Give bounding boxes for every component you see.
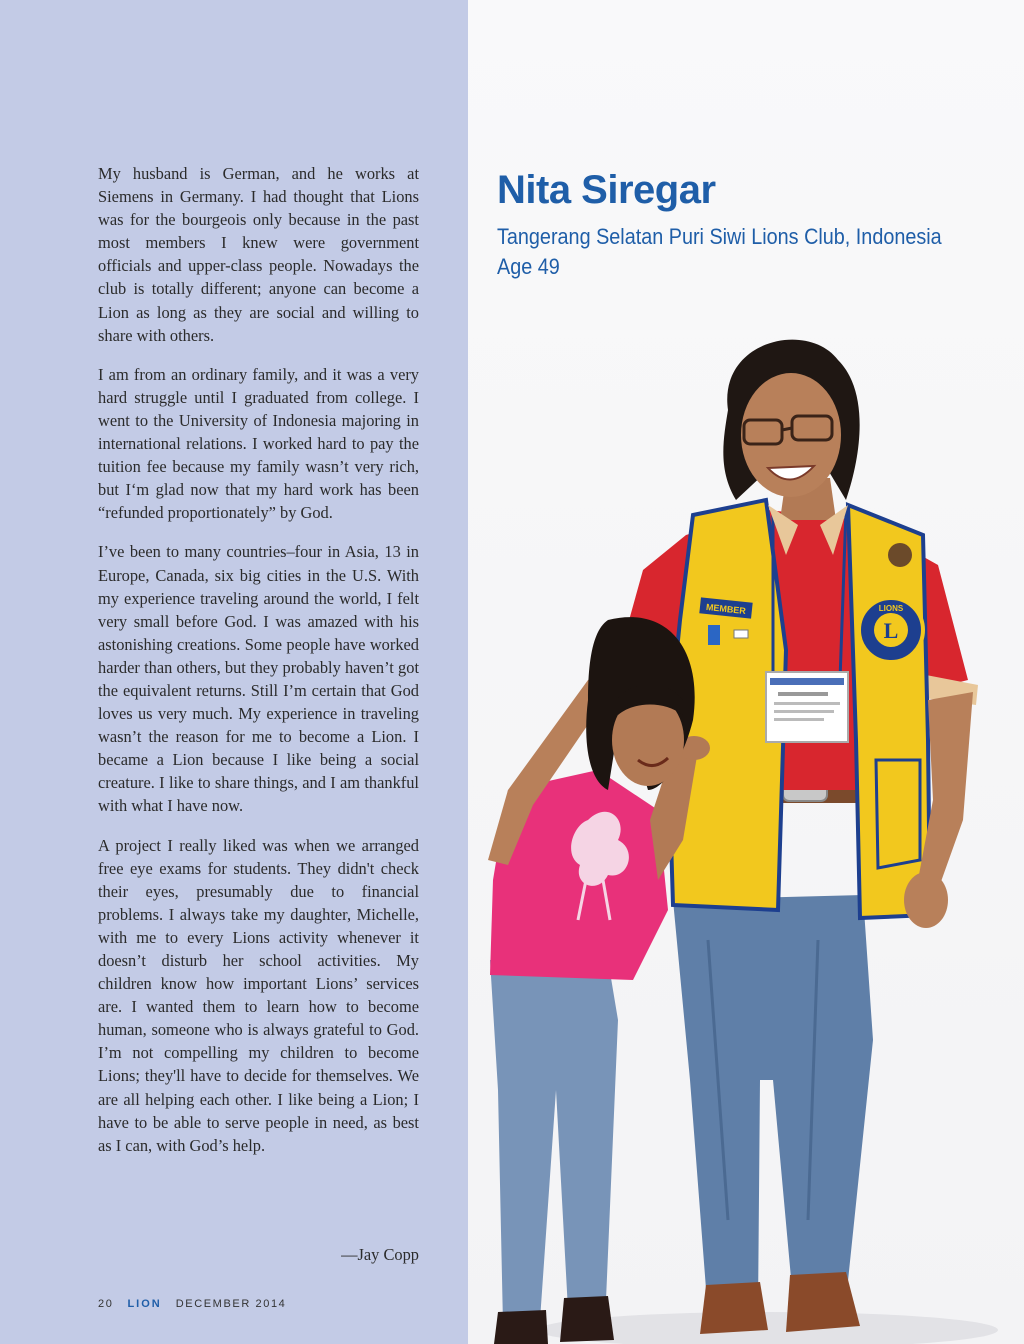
issue-date: DECEMBER 2014 bbox=[175, 1298, 287, 1310]
member-badge-text: MEMBER bbox=[705, 601, 747, 617]
magazine-name: LION bbox=[127, 1298, 162, 1310]
author-signature: —Jay Copp bbox=[341, 1245, 419, 1264]
portrait-photo bbox=[468, 320, 1024, 1344]
profile-club: Tangerang Selatan Puri Siwi Lions Club, Indonesia bbox=[497, 224, 942, 249]
profile-name: Nita Siregar bbox=[497, 168, 716, 212]
article-paragraph-1: My husband is German, and he works at Siemens in Germany. I had thought that Lions was for the bourgeois only because in the past most members I knew were government officials and upper-class people. Nowadays the club is totally different; anyone can become a Lion as long as they are social and willing to share with others. bbox=[98, 164, 419, 345]
article-paragraph-2: I am from an ordinary family, and it was a very hard struggle until I graduated from college. I went to the University of Indonesia majoring in international relations. I worked hard to pay the tuition fee because my family wasn’t very rich, but I‘m glad now that my hard work has been “refunded proportionately” by God. bbox=[98, 364, 419, 523]
girl-figure bbox=[488, 617, 710, 1344]
article-body bbox=[98, 162, 419, 1173]
page-footer bbox=[98, 1298, 286, 1310]
lions-emblem-text: LIONS bbox=[878, 604, 904, 613]
page-number: 20 bbox=[98, 1298, 114, 1310]
article-paragraph-4: A project I really liked was when we arranged free eye exams for students. They didn't check their eyes, presumably due to financial problems. I always take my daughter, Michelle, with me to every Lions activity whenever it doesn’t disturb her school activities. My children know how important Lions’ services are. I wanted them to learn how to become human, someone who is always grateful to God. I’m not compelling my children to become Lions; they'll have to decide for themselves. We are all helping each other. I like being a Lion; I have to be able to serve people in need, as best as I can, with God’s help. bbox=[98, 835, 419, 1155]
article-paragraph-3: I’ve been to many countries–four in Asia, 13 in Europe, Canada, six big cities in the U.S. With my experience traveling around the world, I felt very small before God. I was amazed with his astonishing creations. Some people have worked harder than others, but they probably haven’t got the equivalent returns. Still I’m certain that God loves us very much. My experience in traveling wasn’t the reason for me to become a Lion. I became a Lion because I like being a social creature. I like to share things, and I am thankful with what I have now. bbox=[98, 542, 419, 816]
profile-age: Age 49 bbox=[497, 254, 560, 279]
lions-emblem-letter: L bbox=[883, 618, 899, 643]
